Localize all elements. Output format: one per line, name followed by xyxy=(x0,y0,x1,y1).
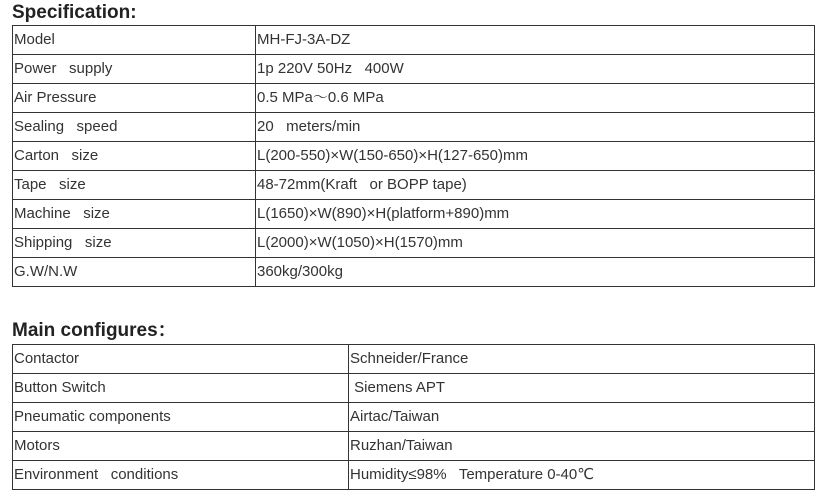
table-row xyxy=(13,258,815,287)
spec-label-carton-size: Carton size xyxy=(13,142,256,171)
main-configures-table xyxy=(12,344,815,490)
table-row xyxy=(13,229,815,258)
table-row xyxy=(13,113,815,142)
spec-value-shipping-size: L(2000)×W(1050)×H(1570)mm xyxy=(256,229,815,258)
spec-label-weight: G.W/N.W xyxy=(13,258,256,287)
spec-label-sealing-speed: Sealing speed xyxy=(13,113,256,142)
config-label-pneumatic-components: Pneumatic components xyxy=(13,403,349,432)
spec-label-air-pressure: Air Pressure xyxy=(13,84,256,113)
specification-table xyxy=(12,25,815,287)
table-row xyxy=(13,345,815,374)
config-value-button-switch: Siemens APT xyxy=(349,374,815,403)
spec-label-machine-size: Machine size xyxy=(13,200,256,229)
spec-label-shipping-size: Shipping size xyxy=(13,229,256,258)
spec-value-weight: 360kg/300kg xyxy=(256,258,815,287)
config-value-motors: Ruzhan/Taiwan xyxy=(349,432,815,461)
spec-value-model: MH-FJ-3A-DZ xyxy=(256,26,815,55)
config-value-pneumatic-components: Airtac/Taiwan xyxy=(349,403,815,432)
table-row xyxy=(13,55,815,84)
spec-value-machine-size: L(1650)×W(890)×H(platform+890)mm xyxy=(256,200,815,229)
table-row xyxy=(13,26,815,55)
config-value-contactor: Schneider/France xyxy=(349,345,815,374)
spec-value-carton-size: L(200-550)×W(150-650)×H(127-650)mm xyxy=(256,142,815,171)
config-label-environment-conditions: Environment conditions xyxy=(13,461,349,490)
spec-label-power-supply: Power supply xyxy=(13,55,256,84)
table-row xyxy=(13,432,815,461)
table-row xyxy=(13,84,815,113)
table-row xyxy=(13,461,815,490)
table-row xyxy=(13,374,815,403)
spec-value-power-supply: 1p 220V 50Hz 400W xyxy=(256,55,815,84)
config-label-contactor: Contactor xyxy=(13,345,349,374)
spec-label-tape-size: Tape size xyxy=(13,171,256,200)
spec-value-tape-size: 48-72mm(Kraft or BOPP tape) xyxy=(256,171,815,200)
spec-value-sealing-speed: 20 meters/min xyxy=(256,113,815,142)
table-row xyxy=(13,171,815,200)
config-value-environment-conditions: Humidity≤98% Temperature 0-40℃ xyxy=(349,461,815,490)
spec-label-model: Model xyxy=(13,26,256,55)
config-label-button-switch: Button Switch xyxy=(13,374,349,403)
spec-value-air-pressure: 0.5 MPa～0.6 MPa xyxy=(256,84,815,113)
table-row xyxy=(13,142,815,171)
table-row xyxy=(13,403,815,432)
specification-title: Specification: xyxy=(12,2,137,23)
config-label-motors: Motors xyxy=(13,432,349,461)
table-row xyxy=(13,200,815,229)
main-configures-title: Main configures： xyxy=(12,320,177,341)
